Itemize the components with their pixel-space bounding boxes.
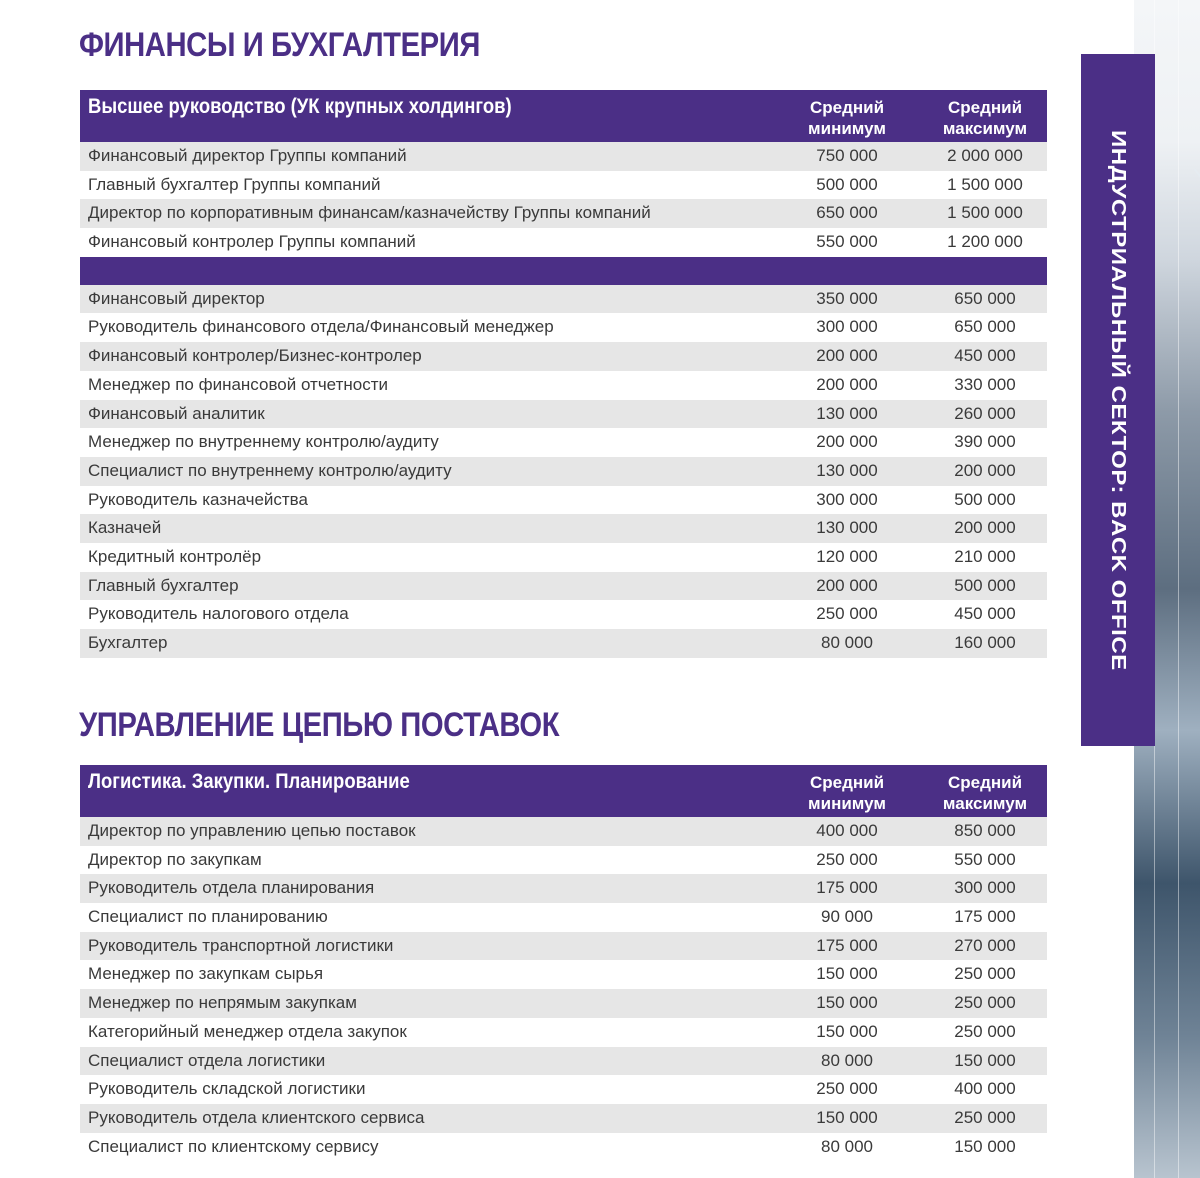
salary-min: 150 000: [816, 1021, 878, 1041]
salary-min: 150 000: [816, 1107, 878, 1127]
salary-max: 550 000: [954, 849, 1016, 869]
supply-chain-table: [80, 765, 1047, 1161]
salary-max: 450 000: [954, 604, 1016, 624]
table-row: [80, 1047, 1047, 1076]
rows-bottom: [80, 285, 1047, 658]
salary-min: 550 000: [816, 232, 878, 252]
col-header-min: Средний минимум: [808, 98, 886, 138]
salary-max: 270 000: [954, 935, 1016, 955]
position-name: Руководитель отдела планирования: [88, 878, 375, 898]
salary-max: 200 000: [954, 460, 1016, 480]
table-row: [80, 457, 1047, 486]
salary-min: 500 000: [816, 174, 878, 194]
position-name: Менеджер по финансовой отчетности: [88, 374, 388, 394]
group-title: Высшее руководство (УК крупных холдингов): [88, 95, 512, 118]
table-row: [80, 874, 1047, 903]
salary-max: 390 000: [954, 432, 1016, 452]
salary-max: 250 000: [954, 1107, 1016, 1127]
salary-max: 250 000: [954, 993, 1016, 1013]
salary-max: 650 000: [954, 317, 1016, 337]
position-name: Кредитный контролёр: [88, 546, 262, 566]
finance-table: [80, 90, 1047, 658]
salary-max: 150 000: [954, 1136, 1016, 1156]
table-row: [80, 514, 1047, 543]
table-row: [80, 371, 1047, 400]
col-header-max: Средний максимум: [942, 98, 1028, 138]
table-row: [80, 1104, 1047, 1133]
salary-max: 1 200 000: [947, 232, 1023, 252]
table-row: [80, 960, 1047, 989]
position-name: Финансовый директор: [88, 288, 265, 308]
salary-max: 330 000: [954, 374, 1016, 394]
table-row: [80, 817, 1047, 846]
position-name: Бухгалтер: [88, 633, 168, 652]
table-row: [80, 400, 1047, 429]
salary-max: 450 000: [954, 346, 1016, 366]
table-row: [80, 932, 1047, 961]
table-row: [80, 572, 1047, 601]
position-name: Категорийный менеджер отдела закупок: [88, 1021, 407, 1041]
table-row: [80, 342, 1047, 371]
salary-max: 250 000: [954, 1021, 1016, 1041]
salary-max: 150 000: [954, 1050, 1016, 1070]
position-name: Финансовый директор Группы компаний: [88, 146, 407, 165]
salary-min: 250 000: [816, 1079, 878, 1099]
salary-min: 120 000: [816, 546, 878, 566]
salary-min: 80 000: [821, 633, 873, 652]
position-name: Казначей: [88, 518, 162, 538]
salary-min: 750 000: [816, 146, 878, 165]
position-name: Директор по корпоративным финансам/казначейству Группы компаний: [88, 203, 651, 223]
position-name: Специалист по планированию: [88, 907, 328, 927]
salary-min: 80 000: [821, 1050, 873, 1070]
group-title: Логистика. Закупки. Планирование: [88, 770, 410, 793]
table-row: [80, 846, 1047, 875]
salary-max: 200 000: [954, 518, 1016, 538]
salary-max: 250 000: [954, 964, 1016, 984]
salary-max: 1 500 000: [947, 203, 1023, 223]
salary-max: 160 000: [954, 633, 1016, 652]
salary-min: 300 000: [816, 317, 878, 337]
table-row: [80, 228, 1047, 257]
position-name: Специалист по клиентскому сервису: [88, 1136, 379, 1156]
table-row: [80, 543, 1047, 572]
position-name: Финансовый аналитик: [88, 403, 265, 423]
salary-min: 350 000: [816, 288, 878, 308]
position-name: Руководитель складской логистики: [88, 1079, 366, 1099]
table-row: [80, 1133, 1047, 1162]
position-name: Специалист по внутреннему контролю/аудиту: [88, 460, 452, 480]
salary-max: 1 500 000: [947, 174, 1023, 194]
salary-min: 200 000: [816, 575, 878, 595]
position-name: Директор по закупкам: [88, 849, 262, 869]
section-title-supply-chain: УПРАВЛЕНИЕ ЦЕПЬЮ ПОСТАВОК: [79, 706, 560, 744]
table-row: [80, 1075, 1047, 1104]
position-name: Директор по управлению цепью поставок: [88, 821, 416, 840]
table-row: [80, 285, 1047, 314]
position-name: Главный бухгалтер: [88, 575, 239, 595]
salary-min: 200 000: [816, 432, 878, 452]
table-header: [80, 90, 1047, 142]
salary-min: 175 000: [816, 878, 878, 898]
divider-band: [80, 257, 1047, 285]
salary-max: 2 000 000: [947, 146, 1023, 165]
salary-min: 150 000: [816, 993, 878, 1013]
table-row: [80, 989, 1047, 1018]
table-row: [80, 1018, 1047, 1047]
position-name: Главный бухгалтер Группы компаний: [88, 174, 381, 194]
position-name: Руководитель казначейства: [88, 489, 308, 509]
sector-side-tab: [1081, 54, 1155, 746]
salary-min: 80 000: [821, 1136, 873, 1156]
table-row: [80, 486, 1047, 515]
salary-min: 130 000: [816, 460, 878, 480]
position-name: Специалист отдела логистики: [88, 1050, 326, 1070]
position-name: Руководитель финансового отдела/Финансовый менеджер: [88, 317, 554, 337]
salary-max: 650 000: [954, 288, 1016, 308]
salary-max: 400 000: [954, 1079, 1016, 1099]
section-title-finance: ФИНАНСЫ И БУХГАЛТЕРИЯ: [79, 26, 480, 64]
table-row: [80, 142, 1047, 171]
position-name: Финансовый контролер Группы компаний: [88, 232, 416, 252]
salary-min: 250 000: [816, 849, 878, 869]
salary-min: 90 000: [821, 907, 873, 927]
table-row: [80, 199, 1047, 228]
salary-min: 200 000: [816, 346, 878, 366]
salary-min: 150 000: [816, 964, 878, 984]
salary-max: 850 000: [954, 821, 1016, 840]
position-name: Руководитель отдела клиентского сервиса: [88, 1107, 425, 1127]
salary-min: 130 000: [816, 403, 878, 423]
col-header-min: Средний минимум: [808, 773, 886, 813]
salary-min: 400 000: [816, 821, 878, 840]
position-name: Менеджер по непрямым закупкам: [88, 993, 357, 1013]
salary-max: 500 000: [954, 575, 1016, 595]
table-header: [80, 765, 1047, 817]
rows-top: [80, 142, 1047, 257]
salary-min: 650 000: [816, 203, 878, 223]
table-row: [80, 903, 1047, 932]
salary-max: 260 000: [954, 403, 1016, 423]
col-header-max: Средний максимум: [942, 773, 1028, 813]
salary-max: 175 000: [954, 907, 1016, 927]
table-row: [80, 600, 1047, 629]
position-name: Финансовый контролер/Бизнес-контролер: [88, 346, 422, 366]
salary-min: 300 000: [816, 489, 878, 509]
position-name: Менеджер по закупкам сырья: [88, 964, 324, 984]
table-row: [80, 171, 1047, 200]
rows-top: [80, 817, 1047, 1161]
salary-min: 130 000: [816, 518, 878, 538]
salary-min: 250 000: [816, 604, 878, 624]
salary-max: 500 000: [954, 489, 1016, 509]
table-row: [80, 428, 1047, 457]
salary-max: 210 000: [954, 546, 1016, 566]
sector-label: ИНДУСТРИАЛЬНЫЙ СЕКТОР: BACK OFFICE: [1106, 129, 1130, 671]
salary-min: 200 000: [816, 374, 878, 394]
table-row: [80, 629, 1047, 658]
salary-min: 175 000: [816, 935, 878, 955]
position-name: Руководитель транспортной логистики: [88, 935, 394, 955]
position-name: Руководитель налогового отдела: [88, 604, 349, 624]
table-row: [80, 313, 1047, 342]
salary-max: 300 000: [954, 878, 1016, 898]
position-name: Менеджер по внутреннему контролю/аудиту: [88, 432, 439, 452]
